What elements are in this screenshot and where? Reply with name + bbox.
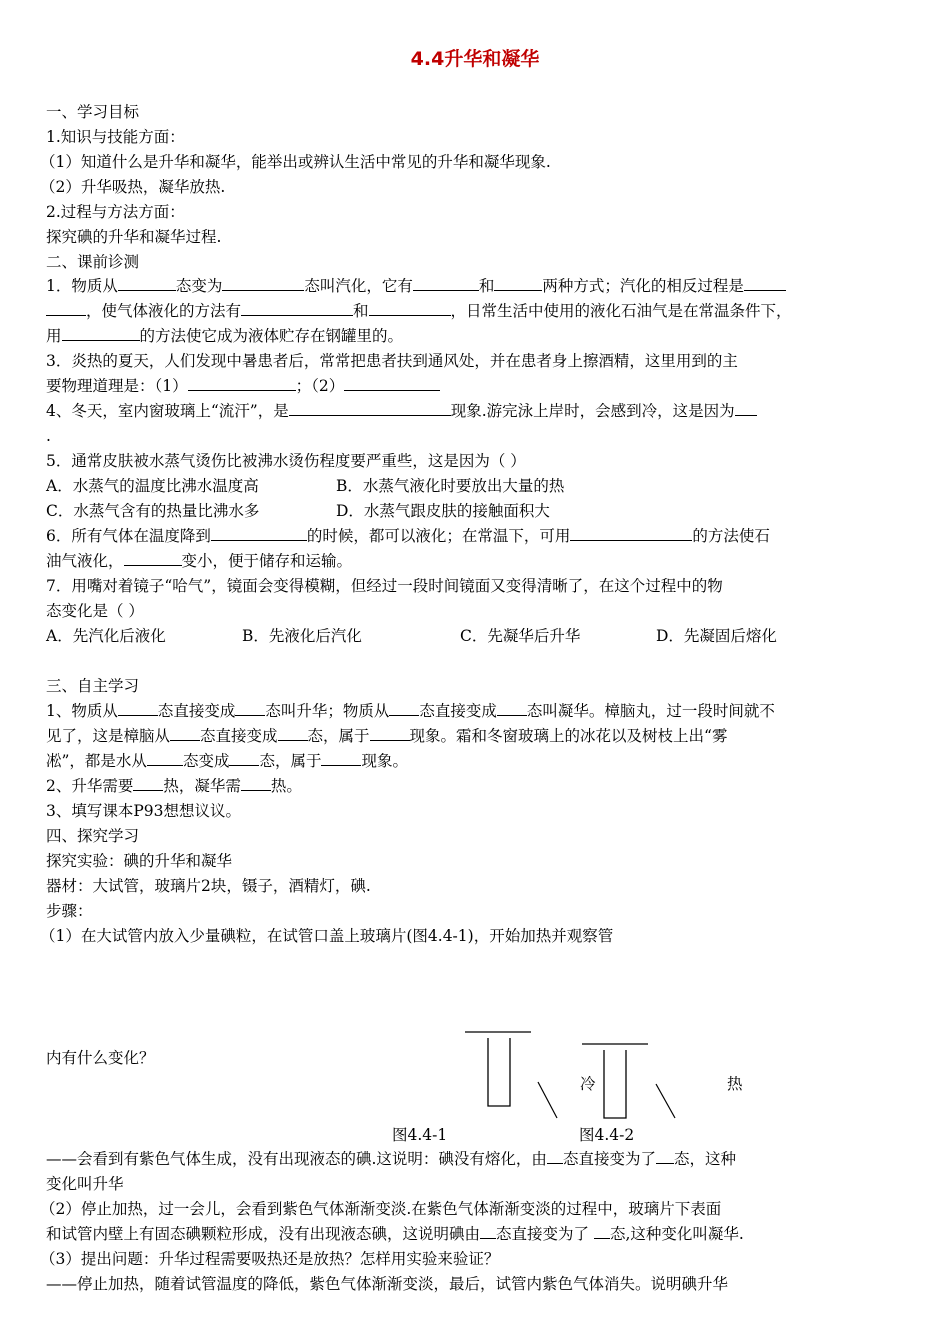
self-study-line-2 <box>46 724 916 749</box>
answer-blank[interactable] <box>570 525 692 541</box>
text: 态直接变成 <box>157 702 236 720</box>
text: 见了，这是樟脑从 <box>46 727 171 745</box>
figure-caption-1: 图4.4-1 <box>392 1126 448 1144</box>
step-2-line-1: （2）停止加热，过一会儿，会看到紫色气体渐渐变淡.在紫色气体渐渐变淡的过程中，玻璃片下表面 <box>40 1200 722 1218</box>
label-cold: 冷 <box>580 1075 596 1093</box>
text: 1、物质从 <box>46 702 118 720</box>
question-5-options-row-1 <box>46 474 916 499</box>
step-2-line-2 <box>46 1222 916 1247</box>
text: 态变成 <box>182 752 230 770</box>
question-1-line-2 <box>46 299 916 324</box>
text: 的时候，都可以液化；在常温下，可用 <box>306 527 571 545</box>
text: ，使气体液化的方法有 <box>86 302 242 320</box>
answer-blank[interactable] <box>594 1223 610 1239</box>
page-title: 4.4升华和凝华 <box>410 48 540 70</box>
text: 态变为 <box>175 277 223 295</box>
question-5: 5．通常皮肤被水蒸气烫伤比被沸水烫伤程度要严重些，这是因为（ ） <box>46 452 526 470</box>
question-4-line-1 <box>46 399 916 424</box>
figure-caption-2: 图4.4-2 <box>579 1126 635 1144</box>
option-d[interactable]: D．先凝固后熔化 <box>656 627 777 645</box>
answer-blank[interactable] <box>235 700 265 716</box>
text: ；（2） <box>295 377 345 395</box>
question-7-options <box>46 624 916 649</box>
burner-stroke-2 <box>656 1084 675 1118</box>
option-d[interactable]: D．水蒸气跟皮肤的接触面积大 <box>336 502 550 520</box>
text: 态直接变为了 <box>496 1225 594 1243</box>
question-3-line-2 <box>46 374 916 399</box>
text: 要物理道理是：（1） <box>46 377 188 395</box>
question-4-line-2: . <box>46 427 51 445</box>
text: 态，属于 <box>307 727 370 745</box>
answer-blank[interactable] <box>547 1148 563 1164</box>
text: 和试管内壁上有固态碘颗粒形成，没有出现液态碘，这说明碘由 <box>46 1225 481 1243</box>
question-3-line-1: 3．炎热的夏天，人们发现中暑患者后，常常把患者扶到通风处，并在患者身上擦酒精，这里用到的主 <box>46 352 738 370</box>
text-line: 1.知识与技能方面： <box>46 128 185 146</box>
text: 2、升华需要 <box>46 777 134 795</box>
answer-blank[interactable] <box>147 750 183 766</box>
answer-blank[interactable] <box>133 775 163 791</box>
question-1-line-1 <box>46 274 916 299</box>
option-c[interactable]: C．水蒸气含有的热量比沸水多 <box>46 502 260 520</box>
burner-stroke-1 <box>538 1082 557 1118</box>
answer-blank[interactable] <box>188 375 296 391</box>
question-7-line-1: 7．用嘴对着镜子“哈气”，镜面会变得模糊，但经过一段时间镜面又变得清晰了，在这个过程中的物 <box>46 577 723 595</box>
answer-blank[interactable] <box>656 1148 674 1164</box>
question-1-line-3 <box>46 324 916 349</box>
text: 态，这种 <box>673 1150 736 1168</box>
text: 用 <box>46 327 62 345</box>
text: 热，凝华需 <box>163 777 241 795</box>
question-7-line-2: 态变化是（ ） <box>46 602 144 620</box>
text: 变小，便于储存和运输。 <box>181 552 353 570</box>
answer-blank[interactable] <box>497 700 527 716</box>
option-b[interactable]: B．先液化后汽化 <box>242 627 362 645</box>
self-study-line-5: 3、填写课本P93想想议议。 <box>46 802 242 820</box>
answer-blank[interactable] <box>229 750 259 766</box>
materials-line: 器材：大试管，玻璃片2块，镊子，酒精灯，碘. <box>46 877 371 895</box>
answer-blank[interactable] <box>62 325 140 341</box>
text: 的方法使它成为液体贮存在钢罐里的。 <box>139 327 404 345</box>
text: ——会看到有紫色气体生成，没有出现液态的碘.这说明：碘没有熔化，由 <box>46 1150 547 1168</box>
section-heading-inquiry: 四、探究学习 <box>46 827 140 845</box>
self-study-line-1 <box>46 699 916 724</box>
text-line: 探究碘的升华和凝华过程. <box>46 228 222 246</box>
text: 两种方式；汽化的相反过程是 <box>542 277 744 295</box>
answer-blank[interactable] <box>370 725 410 741</box>
text: 和 <box>353 302 369 320</box>
text: 现象。 <box>361 752 408 770</box>
text: 1．物质从 <box>46 277 118 295</box>
answer-blank[interactable] <box>211 525 307 541</box>
answer-blank[interactable] <box>413 275 479 291</box>
text: 凇”，都是水从 <box>46 752 147 770</box>
text: ，日常生活中使用的液化石油气是在常温条件下， <box>450 302 792 320</box>
answer-blank[interactable] <box>744 275 786 291</box>
answer-blank[interactable] <box>480 1223 496 1239</box>
section-heading-goals: 一、学习目标 <box>46 103 140 121</box>
answer-blank[interactable] <box>222 275 304 291</box>
text: 态叫凝华。樟脑丸，过一段时间就不 <box>526 702 775 720</box>
self-study-line-3 <box>46 749 916 774</box>
experiment-title: 探究实验：碘的升华和凝华 <box>46 852 233 870</box>
answer-blank[interactable] <box>124 550 182 566</box>
text: 6．所有气体在温度降到 <box>46 527 211 545</box>
answer-blank[interactable] <box>170 725 200 741</box>
option-a[interactable]: A．水蒸气的温度比沸水温度高 <box>46 477 259 495</box>
text: 和 <box>478 277 495 295</box>
text: 的方法使石 <box>692 527 770 545</box>
option-a[interactable]: A．先汽化后液化 <box>46 627 166 645</box>
text: 态叫升华；物质从 <box>265 702 390 720</box>
answer-blank[interactable] <box>321 750 361 766</box>
answer-blank[interactable] <box>278 725 308 741</box>
step-1-line: （1）在大试管内放入少量碘粒，在试管口盖上玻璃片(图4.4-1)，开始加热并观察管 <box>40 927 614 945</box>
text: 态直接变成 <box>419 702 497 720</box>
text: 态叫汽化，它有 <box>304 277 413 295</box>
section-heading-pretest: 二、课前诊测 <box>46 253 140 271</box>
text: 油气液化， <box>46 552 124 570</box>
answer-blank[interactable] <box>241 775 271 791</box>
option-b[interactable]: B．水蒸气液化时要放出大量的热 <box>336 477 565 495</box>
question-5-options-row-2 <box>46 499 916 524</box>
step-1-continued: 内有什么变化？ <box>46 1049 155 1067</box>
answer-blank[interactable] <box>241 300 353 316</box>
text: 态直接变成 <box>200 727 278 745</box>
answer-blank[interactable] <box>289 400 451 416</box>
text-line: （1）知道什么是升华和凝华，能举出或辨认生活中常见的升华和凝华现象. <box>40 153 551 171</box>
answer-blank[interactable] <box>494 275 542 291</box>
label-hot: 热 <box>727 1075 743 1093</box>
answer-blank[interactable] <box>46 300 86 316</box>
answer-blank[interactable] <box>369 300 451 316</box>
section-heading-self-study: 三、自主学习 <box>46 677 140 695</box>
result-1-line-2: 变化叫升华 <box>46 1175 124 1193</box>
answer-blank[interactable] <box>118 275 176 291</box>
answer-blank[interactable] <box>344 375 440 391</box>
text-line: 2.过程与方法方面： <box>46 203 185 221</box>
answer-blank[interactable] <box>735 400 757 416</box>
answer-blank[interactable] <box>389 700 419 716</box>
text: 现象.游完泳上岸时，会感到冷，这是因为 <box>450 402 735 420</box>
text: 态直接变为了 <box>562 1150 656 1168</box>
result-1-line-1 <box>46 1147 916 1172</box>
answer-blank[interactable] <box>118 700 158 716</box>
question-6-line-1 <box>46 524 916 549</box>
text: 4、冬天，室内窗玻璃上“流汗”，是 <box>46 402 289 420</box>
result-3-line: ——停止加热，随着试管温度的降低，紫色气体渐渐变淡，最后，试管内紫色气体消失。说明碘升华 <box>46 1275 729 1293</box>
question-6-line-2 <box>46 549 916 574</box>
text-line: （2）升华吸热，凝华放热. <box>40 178 226 196</box>
text: 态,这种变化叫凝华. <box>609 1225 744 1243</box>
step-3-line: （3）提出问题：升华过程需要吸热还是放热？怎样用实验来验证？ <box>40 1250 500 1268</box>
text: 热。 <box>270 777 302 795</box>
steps-label: 步骤： <box>46 902 93 920</box>
text: 现象。霜和冬窗玻璃上的冰花以及树枝上出“雾 <box>409 727 728 745</box>
self-study-line-4 <box>46 774 916 799</box>
text: 态，属于 <box>259 752 322 770</box>
option-c[interactable]: C．先凝华后升华 <box>460 627 581 645</box>
